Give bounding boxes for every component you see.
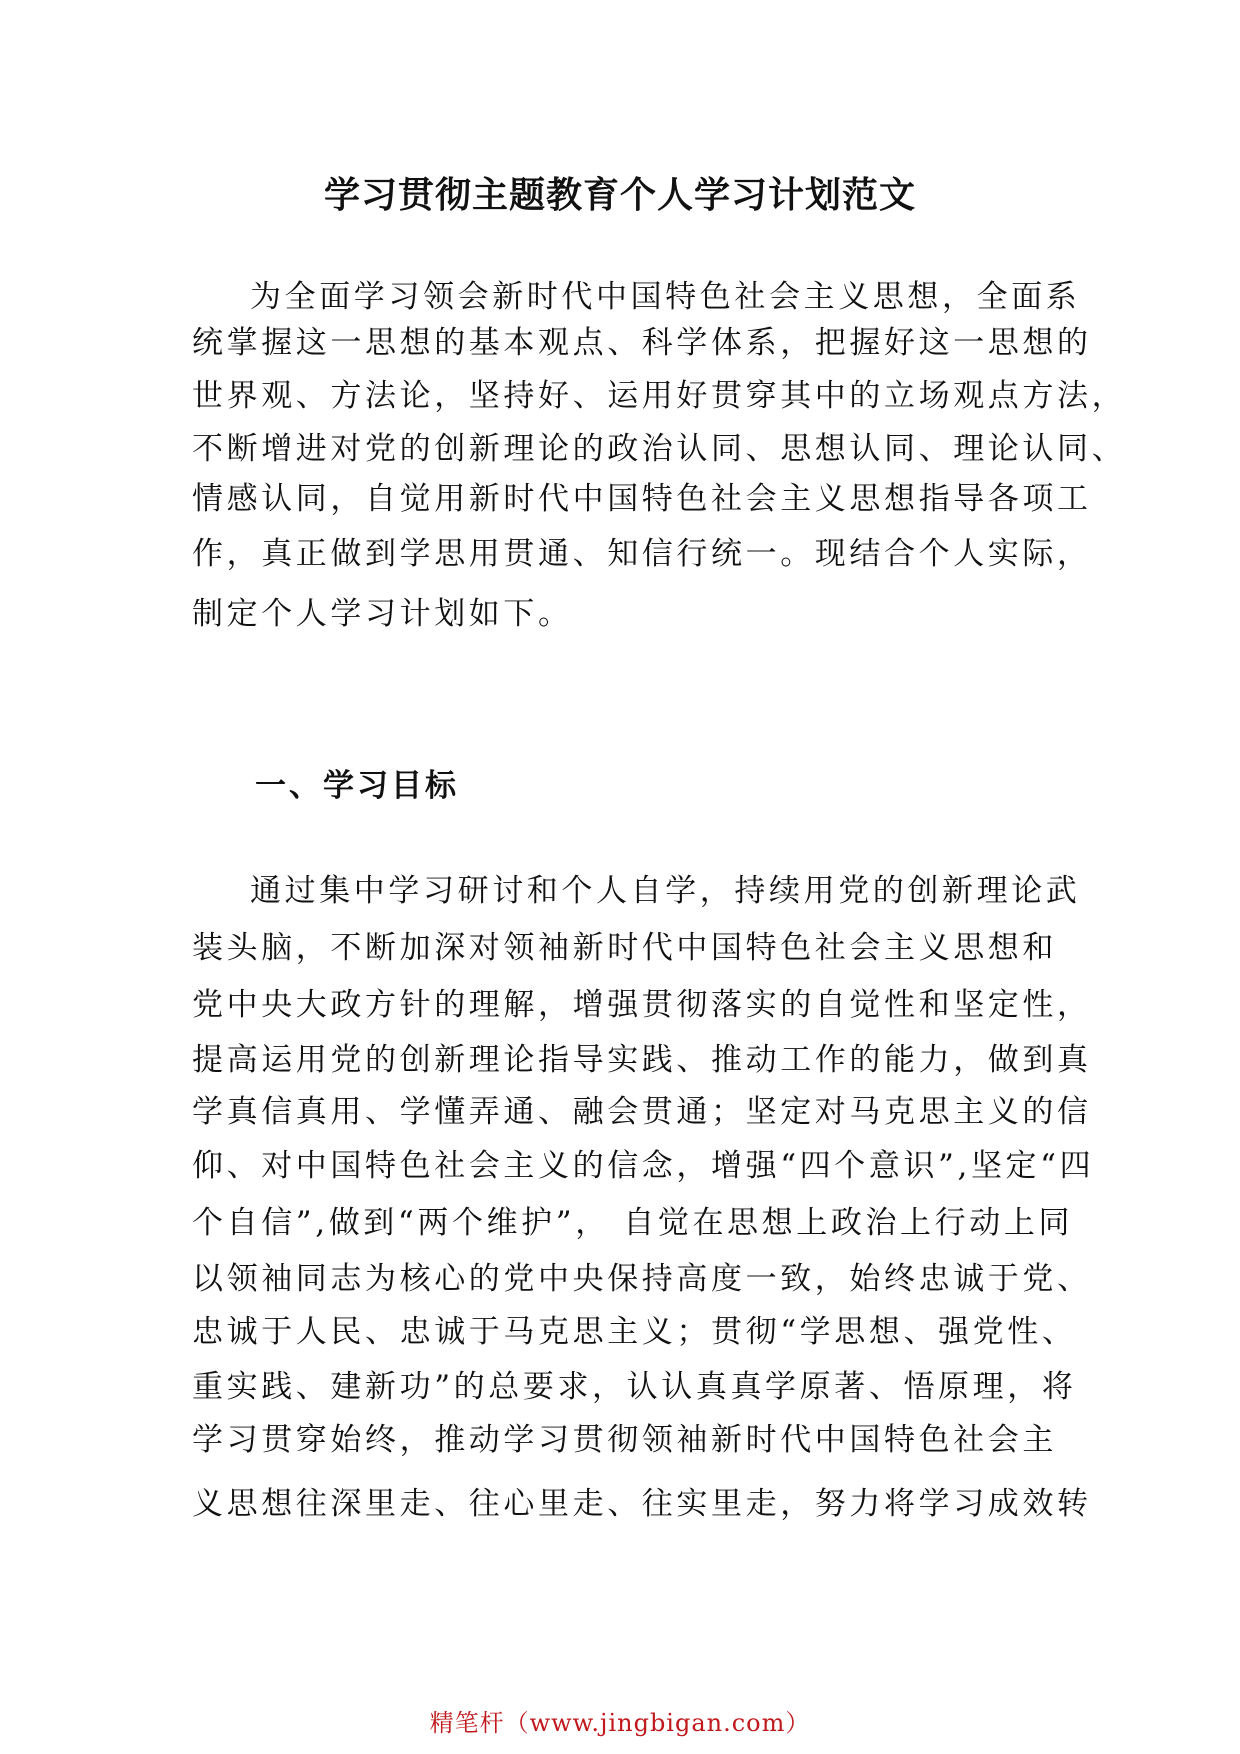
intro-line: 统掌握这一思想的基本观点、科学体系，把握好这一思想的: [192, 325, 1092, 361]
section-line: 以领袖同志为核心的党中央保持高度一致，始终忠诚于党、: [192, 1261, 1092, 1297]
section-line: 通过集中学习研讨和个人自学，持续用党的创新理论武: [250, 873, 1081, 909]
intro-line: 为全面学习领会新时代中国特色社会主义思想，全面系: [250, 279, 1081, 315]
document-title: 学习贯彻主题教育个人学习计划范文: [323, 175, 916, 216]
section-line: 学习贯穿始终，推动学习贯彻领袖新时代中国特色社会主: [192, 1422, 1057, 1458]
intro-line: 作，真正做到学思用贯通、知信行统一。现结合个人实际，: [192, 536, 1092, 572]
intro-line: 世界观、方法论，坚持好、运用好贯穿其中的立场观点方法，: [192, 378, 1127, 414]
section-line: 重实践、建新功”的总要求，认认真真学原著、悟原理，将: [192, 1369, 1077, 1405]
intro-line: 不断增进对党的创新理论的政治认同、思想认同、理论认同、: [192, 431, 1127, 467]
section-line: 义思想往深里走、往心里走、往实里走，努力将学习成效转: [192, 1486, 1092, 1522]
section-line: 学真信真用、学懂弄通、融会贯通；坚定对马克思主义的信: [192, 1094, 1092, 1130]
intro-line: 情感认同，自觉用新时代中国特色社会主义思想指导各项工: [192, 481, 1092, 517]
section-line: 提高运用党的创新理论指导实践、推动工作的能力，做到真: [192, 1042, 1092, 1078]
section-line: 装头脑，不断加深对领袖新时代中国特色社会主义思想和: [192, 930, 1057, 966]
section-line: 仰、对中国特色社会主义的信念，增强“四个意识”,坚定“四: [192, 1148, 1095, 1184]
section-line: 忠诚于人民、忠诚于马克思主义；贯彻“学思想、强党性、: [192, 1314, 1077, 1350]
intro-line: 制定个人学习计划如下。: [192, 596, 573, 632]
section-line: 党中央大政方针的理解，增强贯彻落实的自觉性和坚定性，: [192, 987, 1092, 1023]
section-heading: 一、学习目标: [255, 768, 459, 804]
section-line: 个自信”,做到“两个维护”， 自觉在思想上政治上行动上同: [192, 1205, 1074, 1241]
footer-watermark: 精笔杆（www.jingbigan.com）: [429, 1709, 811, 1737]
